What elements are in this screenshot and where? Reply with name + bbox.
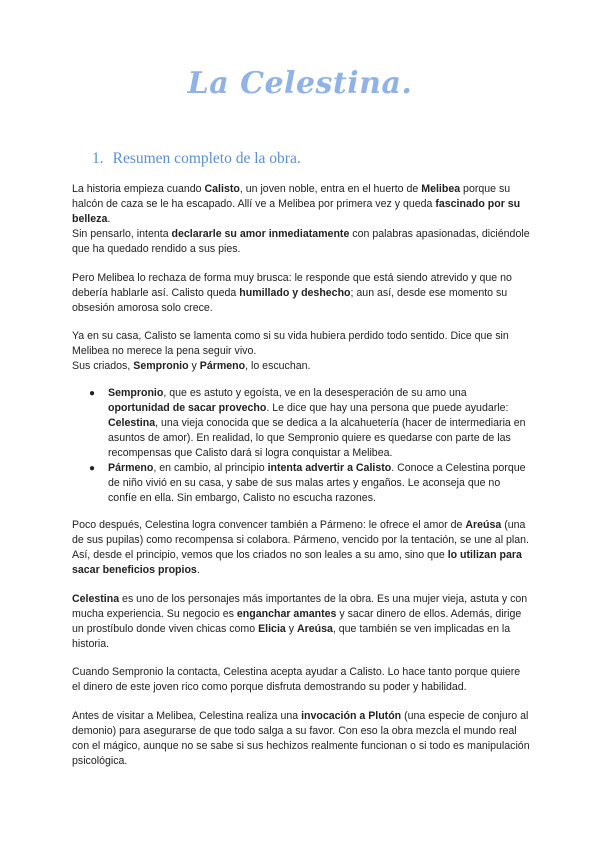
bold-text: Sempronio [133, 360, 189, 372]
bold-text: Pármeno [108, 462, 154, 474]
bold-text: Pármeno [199, 360, 246, 372]
paragraph-2 [72, 271, 530, 316]
bold-text: oportunidad de sacar provecho [108, 402, 267, 414]
paragraph-5 [72, 592, 530, 652]
bold-text: invocación a Plutón [301, 709, 402, 722]
list-item [72, 461, 530, 506]
text: , una vieja conocida que se dedica a la alcahuetería (hacer de intermediaria en asuntos de amor). En realidad, lo que Sempronio quiere es quedarse con parte de las recompensas que Calisto dará si logra conquistar a Melibea. [108, 417, 526, 459]
paragraph-4 [72, 518, 530, 578]
text: ; aun así, desde ese momento su obsesión amorosa solo crece. [72, 286, 508, 314]
text: La historia empieza cuando [72, 183, 205, 195]
text: y [188, 360, 200, 372]
paragraph-1 [72, 182, 530, 257]
bold-text: Melibea [421, 183, 461, 195]
text: , que es astuto y egoísta, ve en la desesperación de su amo una [163, 387, 467, 399]
bold-text: Areúsa [296, 622, 333, 635]
bold-text: Elicia [258, 622, 286, 635]
bold-text: intenta advertir a Calisto [267, 462, 392, 474]
text: y [285, 622, 297, 635]
bold-text: declararle su amor inmediatamente [171, 228, 350, 240]
bullet-icon: ● [89, 463, 96, 474]
document-body [72, 182, 530, 782]
text: Sin pensarlo, intenta [72, 228, 172, 240]
bold-text: Sempronio [108, 387, 164, 399]
list-item [72, 386, 530, 461]
bullet-list [72, 386, 530, 506]
text: Cuando Sempronio la contacta, Celestina acepta ayudar a Calisto. Lo hace tanto porque quiere el dinero de este joven rico como porque disfruta demostrando su poder y habilidad. [72, 666, 521, 693]
text: Sus criados, [72, 360, 134, 372]
bold-text: Areúsa [465, 519, 502, 531]
text: Poco después, Celestina logra convencer también a Pármeno: le ofrece el amor de [72, 519, 466, 531]
text: con palabras apasionadas, diciéndole que ha quedado rendido a sus pies. [72, 228, 530, 255]
bold-text: Celestina [72, 592, 120, 605]
section-number: 1. [92, 150, 104, 167]
bold-text: fascinado por su belleza [72, 198, 521, 225]
bold-text: Calisto [204, 183, 240, 195]
bullet-icon: ● [89, 388, 96, 399]
paragraph-3 [72, 329, 530, 374]
bold-text: humillado y deshecho [239, 286, 351, 299]
section-heading [92, 150, 301, 168]
paragraph-7 [72, 709, 530, 769]
text: Pero Melibea lo rechaza de forma muy brusca: le responde que está siendo atrevido y que no debería hablarle así. Calisto queda [72, 271, 512, 299]
text: , un joven noble, entra en el huerto de [239, 183, 422, 195]
text: Antes de visitar a Melibea, Celestina realiza una [72, 709, 302, 722]
text: Ya en su casa, Calisto se lamenta como si su vida hubiera perdido todo sentido. Dice que sin Melibea no merece la pena seguir vivo. [72, 330, 509, 357]
text: . [196, 564, 200, 576]
text: . Conoce a Celestina porque de niño vivió en su casa, y sabe de sus malas artes y engaños. Le aconseja que no confíe en ella. Sin embargo, Calisto no escucha razones. [108, 462, 526, 504]
text: (una especie de conjuro al demonio) para asegurarse de que todo salga a su favor. Con eso la obra mezcla el mundo real con el mágico, aunque no se sabe si sus hechizos realmente funcionan o si todo es manipulación psicológica. [72, 709, 530, 767]
text: (una de sus pupilas) como recompensa si colabora. Pármeno, vencido por la tentación, se une al plan. Así, desde el principio, vemos que los criados no son leales a su amo, sino que [72, 519, 529, 561]
paragraph-6 [72, 665, 530, 695]
bold-text: Celestina [108, 417, 156, 429]
bold-text: enganchar amantes [236, 607, 337, 620]
document-title: La Celestina. [187, 66, 413, 101]
text: . [107, 213, 111, 225]
text: , lo escuchan. [245, 360, 311, 372]
text: y sacar dinero de ellos. Además, dirige un prostíbulo donde viven chicas como [72, 607, 522, 635]
text: , que también se ven implicadas en la historia. [72, 622, 511, 650]
text: . Le dice que hay una persona que puede ayudarle: [266, 402, 509, 414]
text: , en cambio, al principio [153, 462, 268, 474]
bold-text: lo utilizan para sacar beneficios propios [72, 549, 522, 576]
text: porque su halcón de caza se le ha escapado. Allí ve a Melibea por primera vez y queda [72, 183, 511, 210]
text: es uno de los personajes más importantes de la obra. Es una mujer vieja, astuta y con mucha experiencia. Su negocio es [72, 592, 528, 620]
section-title: Resumen completo de la obra. [112, 150, 301, 167]
